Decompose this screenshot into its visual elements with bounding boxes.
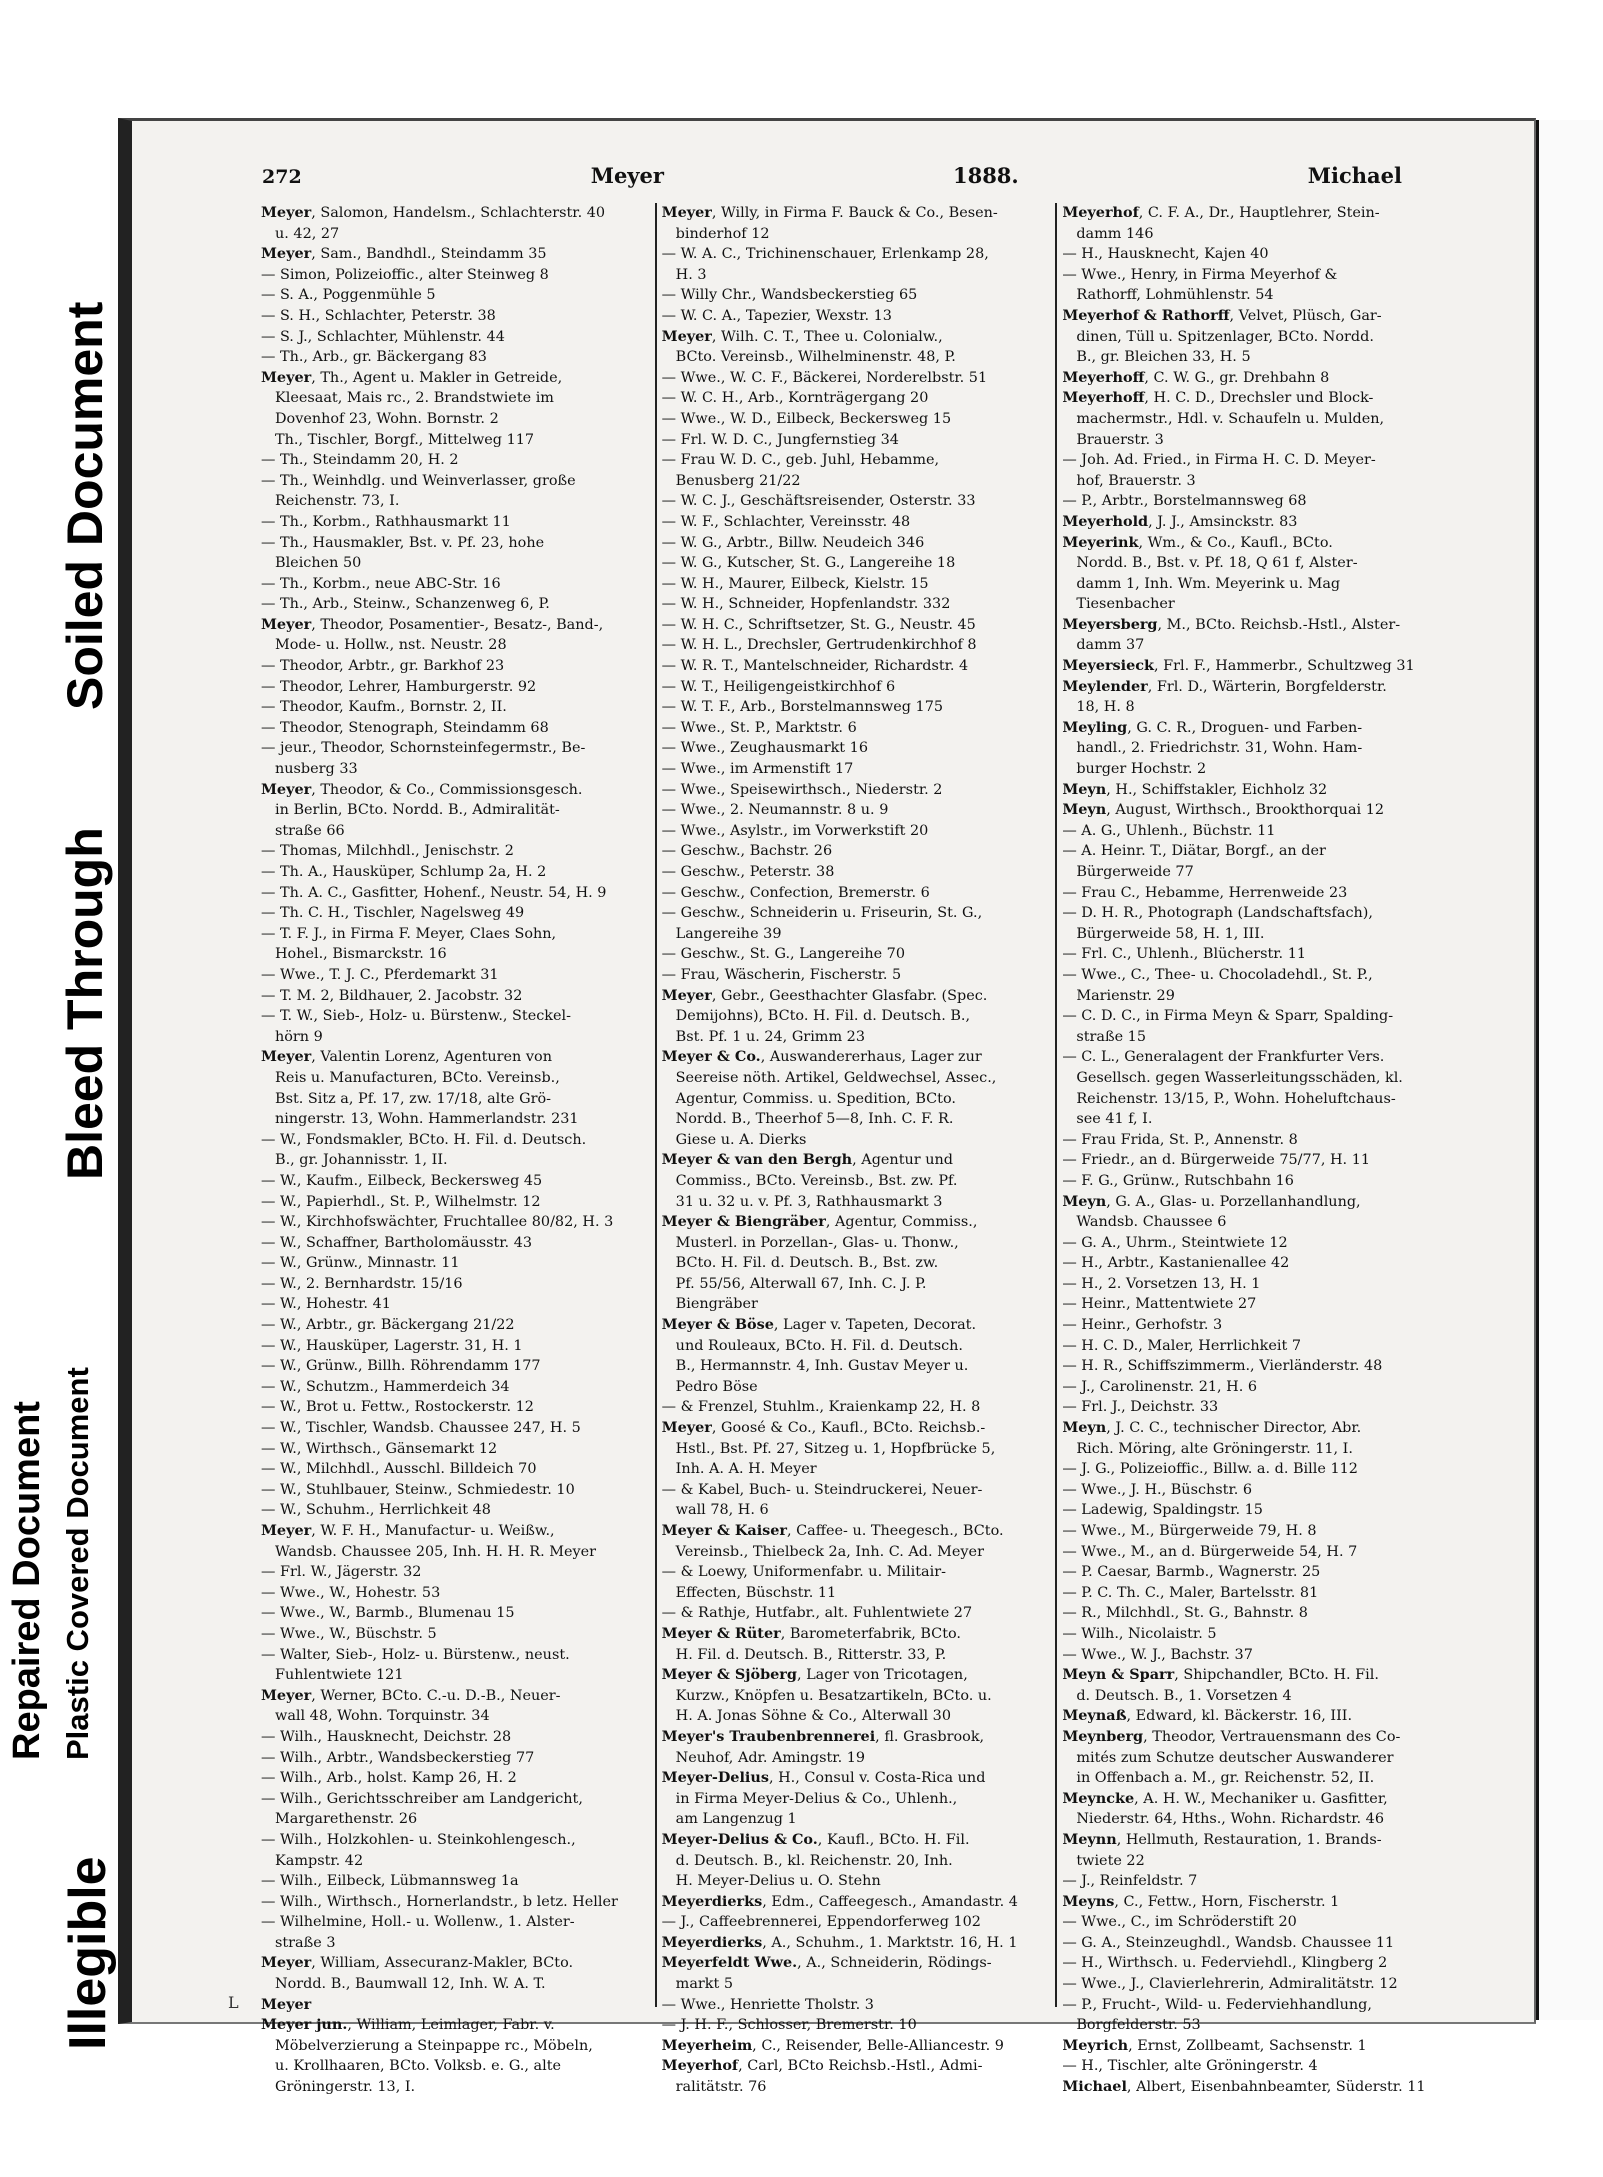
directory-line: — W. T. F., Arb., Borstelmannsweg 175 [661,699,944,716]
directory-line: — Wwe., Henriette Tholstr. 3 [661,1996,874,2013]
directory-line: — Wwe., W., Büschstr. 5 [261,1625,437,1642]
directory-line: — Wwe., W. C. F., Bäckerei, Norderelbstr. 51 [661,369,988,386]
directory-line: Meyer-Delius, H., Consul v. Costa-Rica und [661,1769,986,1787]
directory-line: Hohel., Bismarckstr. 16 [275,946,447,963]
directory-line: Bleichen 50 [275,555,362,572]
directory-line: BCto. H. Fil. d. Deutsch. B., Bst. zw. [675,1255,939,1272]
directory-line: Meyling, G. C. R., Droguen- und Farben- [1062,718,1363,736]
scan-condition-labels [0,0,117,2177]
directory-line: nusberg 33 [275,761,358,778]
directory-line: damm 37 [1076,637,1145,654]
directory-line: — H., Wirthsch. u. Federviehdl., Klingberg 2 [1062,1955,1388,1972]
directory-line: Meyer, Sam., Bandhdl., Steindamm 35 [261,245,547,263]
directory-line: Vereinsb., Thielbeck 2a, Inh. C. Ad. Meyer [675,1543,984,1560]
directory-line: — W., Brot u. Fettw., Rostockerstr. 12 [261,1399,534,1416]
directory-line: Reis u. Manufacturen, BCto. Vereinsb., [275,1069,560,1086]
directory-line: Pf. 55/56, Alterwall 67, Inh. C. J. P. [675,1275,927,1292]
directory-line: 18, H. 8 [1076,699,1135,716]
directory-line: — Wilh., Nicolaistr. 5 [1062,1625,1217,1642]
directory-line: in Offenbach a. M., gr. Reichenstr. 52, II. [1076,1770,1375,1787]
directory-line: — W., Kaufm., Eilbeck, Beckersweg 45 [261,1172,543,1189]
directory-line: Meyer, Salomon, Handelsm., Schlachterstr. 40 [261,204,606,221]
directory-line: — Wwe., C., Thee- u. Chocoladehdl., St. P., [1062,966,1373,983]
directory-line: — W. C. A., Tapezier, Wexstr. 13 [661,307,892,324]
directory-line: Gesellsch. gegen Wasserleitungsschäden, kl. [1076,1069,1403,1086]
directory-line: Borgfelderstr. 53 [1076,2017,1201,2034]
directory-line: Wandsb. Chaussee 205, Inh. H. H. R. Meyer [275,1543,596,1560]
directory-line: — Wwe., J. H., Büschstr. 6 [1062,1481,1253,1498]
directory-line: — Wwe., T. J. C., Pferdemarkt 31 [261,966,499,983]
directory-line: — G. A., Uhrm., Steintwiete 12 [1062,1234,1288,1251]
directory-line: — P., Arbtr., Borstelmannsweg 68 [1062,493,1307,510]
directory-line: u. Krollhaaren, BCto. Volksb. e. G., alte [275,2058,562,2075]
label-bleed-through: Bleed Through [57,827,113,1180]
directory-line: — Th., Weinhdlg. und Weinverlasser, große [261,472,576,489]
directory-line: markt 5 [675,1976,734,1993]
directory-line: Meylender, Frl. D., Wärterin, Borgfelderstr. [1062,677,1387,695]
directory-line: Pedro Böse [675,1378,758,1395]
directory-line: — Wwe., W. D., Eilbeck, Beckersweg 15 [661,410,952,427]
directory-line: Meyerhold, J. J., Amsinckstr. 83 [1062,512,1298,530]
directory-line: Meyer, Valentin Lorenz, Agenturen von [261,1048,552,1066]
directory-line: — W., 2. Bernhardstr. 15/16 [261,1275,463,1292]
directory-line: — W., Schuhm., Herrlichkeit 48 [261,1502,491,1519]
directory-line: — H., Arbtr., Kastanienallee 42 [1062,1255,1290,1272]
directory-line: Möbelverzierung a Steinpappe rc., Möbeln, [275,2037,593,2054]
directory-line: — Geschw., Confection, Bremerstr. 6 [661,884,930,901]
directory-line: Meyer, Wilh. C. T., Thee u. Colonialw., [661,327,943,345]
directory-line: in Firma Meyer-Delius & Co., Uhlenh., [675,1790,958,1807]
directory-line: — Frau W. D. C., geb. Juhl, Hebamme, [661,452,940,469]
directory-line: Brauerstr. 3 [1076,431,1164,448]
directory-line: — W. G., Kutscher, St. G., Langereihe 18 [661,555,956,572]
directory-line: Dovenhof 23, Wohn. Bornstr. 2 [275,410,499,427]
directory-line: Benusberg 21/22 [675,472,801,489]
directory-line: wall 78, H. 6 [675,1502,769,1519]
directory-line: — W., Grünw., Minnastr. 11 [261,1255,460,1272]
directory-line: — Ladewig, Spaldingstr. 15 [1062,1502,1263,1519]
directory-line: — Geschw., Bachstr. 26 [661,843,833,860]
directory-line: dinen, Tüll u. Spitzenlager, BCto. Nordd. [1076,328,1374,345]
directory-line: — W. T., Heiligengeistkirchhof 6 [661,678,896,695]
label-plastic-covered-document: Plastic Covered Document [60,1367,95,1760]
directory-line: — Th., Arb., Steinw., Schanzenweg 6, P. [261,596,550,613]
directory-line: — Wwe., W., Hohestr. 53 [261,1584,441,1601]
directory-line: ningerstr. 13, Wohn. Hammerlandstr. 231 [275,1111,579,1128]
directory-line: — Wwe., im Armenstift 17 [661,761,854,778]
directory-line: d. Deutsch. B., 1. Vorsetzen 4 [1076,1687,1292,1704]
directory-line: — P. C. Th. C., Maler, Bartelsstr. 81 [1062,1584,1319,1601]
directory-line: ralitätstr. 76 [675,2079,767,2096]
directory-line: mités zum Schutze deutscher Auswanderer [1076,1749,1394,1766]
directory-line: Meyer, Theodor, Posamentier-, Besatz-, Band-, [261,615,604,633]
directory-line: hof, Brauerstr. 3 [1076,472,1196,489]
directory-line: — H., Tischler, alte Gröningerstr. 4 [1062,2058,1318,2075]
directory-line: — W., Wirthsch., Gänsemarkt 12 [261,1440,498,1457]
directory-line: — Thomas, Milchhdl., Jenischstr. 2 [261,843,514,860]
label-illegible: Illegible [59,1856,117,2050]
directory-line: Meyer & Sjöberg, Lager von Tricotagen, [661,1666,968,1684]
directory-line: Meyncke, A. H. W., Mechaniker u. Gasfitter, [1062,1789,1388,1807]
directory-line: hörn 9 [275,1028,323,1045]
directory-line: — H. R., Schiffszimmerm., Vierländerstr. 48 [1062,1358,1383,1375]
directory-line: — W., Stuhlbauer, Steinw., Schmiedestr. 10 [261,1481,575,1498]
directory-line: Biengräber [675,1296,758,1313]
directory-line: Meyerhof, Carl, BCto Reichsb.-Hstl., Admi- [661,2057,983,2075]
directory-line: — W., Schutzm., Hammerdeich 34 [261,1378,510,1395]
directory-line: Meyerhoff, C. W. G., gr. Drehbahn 8 [1062,368,1330,386]
directory-line: Meyn, G. A., Glas- u. Porzellanhandlung, [1062,1192,1361,1210]
directory-line: — W., Fondsmakler, BCto. H. Fil. d. Deutsch. [261,1131,587,1148]
directory-line: handl., 2. Friedrichstr. 31, Wohn. Ham- [1076,740,1363,757]
directory-line: — Wwe., 2. Neumannstr. 8 u. 9 [661,802,889,819]
directory-line: — Wilh., Eilbeck, Lübmannsweg 1a [261,1873,519,1890]
directory-line: — H., Hausknecht, Kajen 40 [1062,246,1269,263]
directory-line: — Th. A., Hausküper, Schlump 2a, H. 2 [261,864,547,880]
directory-line: straße 15 [1076,1028,1146,1045]
directory-line: Meyerink, Wm., & Co., Kaufl., BCto. [1062,533,1333,551]
directory-line: — Theodor, Kaufm., Bornstr. 2, II. [261,699,507,716]
directory-line: — Th., Steindamm 20, H. 2 [261,452,459,469]
directory-line: Meyer & Biengräber, Agentur, Commiss., [661,1213,978,1231]
directory-line: — jeur., Theodor, Schornsteinfegermstr., Be- [261,740,586,757]
directory-line: Meyer & Rüter, Barometerfabrik, BCto. [661,1624,961,1642]
directory-line: Reichenstr. 73, I. [275,493,400,510]
header-year: 1888. [952,163,1019,188]
directory-line: — Wilh., Holzkohlen- u. Steinkohlengesch., [261,1831,576,1848]
directory-line: — Wwe., J., Clavierlehrerin, Admiralitätstr. 12 [1062,1976,1398,1993]
directory-line: — Wwe., St. P., Marktstr. 6 [661,719,857,736]
directory-line: — Wwe., Henry, in Firma Meyerhof & [1062,266,1338,283]
directory-line: — S. H., Schlachter, Peterstr. 38 [261,307,496,324]
directory-line: twiete 22 [1076,1852,1145,1869]
directory-line: Bürgerweide 58, H. 1, III. [1076,925,1265,942]
directory-line: see 41 f, I. [1076,1111,1153,1128]
directory-line: — W. H. C., Schriftsetzer, St. G., Neustr. 45 [661,616,976,633]
directory-line: und Rouleaux, BCto. H. Fil. d. Deutsch. [675,1337,963,1354]
directory-line: Nordd. B., Bst. v. Pf. 18, Q 61 f, Alster- [1076,555,1358,572]
directory-line: am Langenzug 1 [675,1811,797,1828]
directory-line: B., gr. Johannisstr. 1, II. [275,1152,448,1169]
directory-line: — Frl. W. D. C., Jungfernstieg 34 [661,431,899,448]
directory-line: Rich. Möring, alte Gröningerstr. 11, I. [1076,1440,1353,1457]
directory-line: — S. A., Poggenmühle 5 [261,287,436,304]
directory-line: Meyer, W. F. H., Manufactur- u. Weißw., [261,1522,555,1539]
directory-line: — Walter, Sieb-, Holz- u. Bürstenw., neust. [261,1646,570,1663]
directory-line: 31 u. 32 u. v. Pf. 3, Rathhausmarkt 3 [675,1193,943,1210]
directory-line: wall 48, Wohn. Torquinstr. 34 [275,1708,490,1725]
directory-line: — S. J., Schlachter, Mühlenstr. 44 [261,328,505,345]
column-2 [655,203,1056,2096]
directory-line: — Wilh., Wirthsch., Hornerlandstr., b letz. Heller [261,1893,618,1910]
directory-line: Giese u. A. Dierks [675,1131,807,1148]
directory-line: Wandsb. Chaussee 6 [1076,1214,1227,1231]
directory-line: Fuhlentwiete 121 [275,1667,404,1684]
directory-line: — Heinr., Mattentwiete 27 [1062,1296,1257,1313]
column-1 [256,203,655,2096]
directory-line: — Th., Korbm., neue ABC-Str. 16 [261,575,501,592]
directory-line: — P. Caesar, Barmb., Wagnerstr. 25 [1062,1564,1321,1581]
directory-line: Meyn, August, Wirthsch., Brookthorquai 12 [1062,801,1385,819]
directory-line: — W., Kirchhofswächter, Fruchtallee 80/82, H. 3 [261,1214,614,1231]
directory-line: — Geschw., St. G., Langereihe 70 [661,946,905,963]
directory-line: straße 66 [275,822,345,839]
directory-line: — Willy Chr., Wandsbeckerstieg 65 [661,287,918,304]
directory-line: — P., Frucht-, Wild- u. Federviehhandlung, [1062,1996,1372,2013]
directory-line: — C. D. C., in Firma Meyn & Sparr, Spalding- [1062,1008,1394,1025]
directory-line: — H. C. D., Maler, Herrlichkeit 7 [1062,1337,1301,1354]
directory-line: B., gr. Bleichen 33, H. 5 [1076,349,1251,366]
directory-line: — R., Milchhdl., St. G., Bahnstr. 8 [1062,1605,1308,1622]
directory-line: Inh. A. A. H. Meyer [675,1461,817,1478]
directory-line: machermstr., Hdl. v. Schaufeln u. Mulden, [1076,410,1385,427]
directory-line: — Wilh., Arb., holst. Kamp 26, H. 2 [261,1770,517,1787]
directory-line: — W., Schaffner, Bartholomäusstr. 43 [261,1234,533,1251]
directory-line: — J. H. F., Schlosser, Bremerstr. 10 [661,2017,917,2034]
directory-line: — W. H., Maurer, Eilbeck, Kielstr. 15 [661,575,929,592]
directory-line: — Frl. J., Deichstr. 33 [1062,1399,1219,1416]
directory-line: — A. Heinr. T., Diätar, Borgf., an der [1062,843,1326,860]
directory-line: Meyerhof & Rathorff, Velvet, Plüsch, Gar- [1062,306,1382,324]
directory-line: Meyerdierks, Edm., Caffeegesch., Amandastr. 4 [661,1892,1018,1910]
directory-line: Th., Tischler, Borgf., Mittelweg 117 [275,431,535,448]
directory-line: — Geschw., Peterstr. 38 [661,864,835,880]
directory-line: — T. M. 2, Bildhauer, 2. Jacobstr. 32 [261,987,523,1004]
directory-line: Langereihe 39 [675,925,782,942]
directory-line: — W., Milchhdl., Ausschl. Billdeich 70 [261,1461,537,1478]
directory-line: Demijohns), BCto. H. Fil. d. Deutsch. B., [675,1008,971,1025]
directory-line: burger Hochstr. 2 [1076,761,1207,778]
directory-line: — W. C. H., Arb., Kornträgergang 20 [661,390,929,407]
directory-line: — Wilh., Arbtr., Wandsbeckerstieg 77 [261,1749,535,1766]
directory-line: Marienstr. 29 [1076,987,1175,1004]
directory-line: — W. C. J., Geschäftsreisender, Osterstr. 33 [661,493,976,510]
directory-line: — & Frenzel, Stuhlm., Kraienkamp 22, H. 8 [661,1399,981,1416]
directory-line: — W. H. L., Drechsler, Gertrudenkirchhof 8 [661,637,977,654]
directory-line: — Simon, Polizeioffic., alter Steinweg 8 [261,266,549,283]
directory-line: — D. H. R., Photograph (Landschaftsfach), [1062,905,1373,922]
directory-line: — C. L., Generalagent der Frankfurter Vers. [1062,1049,1385,1066]
directory-line: H. A. Jonas Söhne & Co., Alterwall 30 [675,1708,951,1725]
adjacent-page-edge [1536,120,1603,2020]
directory-line: Meyer, Th., Agent u. Makler in Getreide, [261,368,563,386]
directory-line: Bst. Pf. 1 u. 24, Grimm 23 [675,1028,865,1045]
directory-line: Neuhof, Adr. Amingstr. 19 [675,1749,866,1766]
page-header [262,163,1402,195]
directory-line: Meyer, Willy, in Firma F. Bauck & Co., Besen- [661,204,998,221]
directory-line: d. Deutsch. B., kl. Reichenstr. 20, Inh. [675,1852,953,1869]
directory-line: — Friedr., an d. Bürgerweide 75/77, H. 11 [1062,1152,1371,1169]
directory-line: — J., Reinfeldstr. 7 [1062,1873,1198,1890]
directory-line: — H., 2. Vorsetzen 13, H. 1 [1062,1275,1261,1292]
directory-line: Meyn, H., Schiffstakler, Eichholz 32 [1062,780,1328,798]
directory-line: Seereise nöth. Artikel, Geldwechsel, Assec., [675,1069,997,1086]
directory-line: — W. H., Schneider, Hopfenlandstr. 332 [661,596,951,613]
directory-line: Meyer & Co., Auswandererhaus, Lager zur [661,1048,982,1066]
directory-line: — Theodor, Arbtr., gr. Barkhof 23 [261,658,505,675]
directory-line: H. Fil. d. Deutsch. B., Ritterstr. 33, P. [675,1646,947,1663]
directory-line: damm 146 [1076,225,1154,242]
directory-line: — Theodor, Stenograph, Steindamm 68 [261,719,549,736]
bottom-mark: L [228,1993,239,2012]
directory-line: Meyer & Kaiser, Caffee- u. Theegesch., BCto. [661,1522,1004,1539]
directory-line: Meyersberg, M., BCto. Reichsb.-Hstl., Alster- [1062,615,1401,633]
page-number: 272 [262,166,302,188]
directory-line: — Heinr., Gerhofstr. 3 [1062,1317,1223,1334]
directory-line: Nordd. B., Theerhof 5—8, Inh. C. F. R. [675,1111,954,1128]
directory-line: Meynaß, Edward, kl. Bäckerstr. 16, III. [1062,1707,1353,1725]
directory-line: — J., Caffeebrennerei, Eppendorferweg 102 [661,1914,981,1931]
directory-line: — Frau C., Hebamme, Herrenweide 23 [1062,884,1348,901]
directory-line: — Th., Arb., gr. Bäckergang 83 [261,349,487,366]
directory-line: — Wwe., W. J., Bachstr. 37 [1062,1646,1253,1663]
directory-line: Rathorff, Lohmühlenstr. 54 [1076,287,1274,304]
directory-line: — Wwe., M., Bürgerweide 79, H. 8 [1062,1523,1317,1539]
directory-line: Meyn & Sparr, Shipchandler, BCto. H. Fil. [1062,1666,1379,1684]
directory-line: — W. G., Arbtr., Billw. Neudeich 346 [661,534,925,551]
directory-line: Meyer, Werner, BCto. C.-u. D.-B., Neuer- [261,1686,561,1704]
directory-line: Gröningerstr. 13, I. [275,2079,416,2096]
directory-line: — W. F., Schlachter, Vereinsstr. 48 [661,513,911,530]
directory-line: Meyer & van den Bergh, Agentur und [661,1151,953,1169]
directory-line: Bürgerweide 77 [1076,864,1194,880]
directory-line: BCto. Vereinsb., Wilhelminenstr. 48, P. [675,349,956,366]
directory-line: — Wwe., Zeughausmarkt 16 [661,740,868,757]
directory-line: — Wwe., C., im Schröderstift 20 [1062,1914,1297,1931]
directory-line: — W., Arbtr., gr. Bäckergang 21/22 [261,1317,515,1334]
directory-line: H. 3 [675,266,707,283]
directory-line: — W., Papierhdl., St. P., Wilhelmstr. 12 [261,1193,541,1210]
directory-line: straße 3 [275,1934,336,1951]
directory-line: — Wwe., Speisewirthsch., Niederstr. 2 [661,781,943,798]
directory-line: — Wwe., W., Barmb., Blumenau 15 [261,1605,515,1622]
directory-line: Meyer, Gebr., Geesthachter Glasfabr. (Spec. [661,986,988,1004]
directory-line: Kampstr. 42 [275,1852,364,1869]
directory-line: Bst. Sitz a, Pf. 17, zw. 17/18, alte Grö- [275,1090,552,1107]
directory-line: — Th. C. H., Tischler, Nagelsweg 49 [261,905,525,922]
directory-line: Mode- u. Hollw., nst. Neustr. 28 [275,637,507,654]
directory-line: — & Rathje, Hutfabr., alt. Fuhlentwiete 27 [661,1605,973,1622]
directory-columns [256,203,1456,2096]
directory-line: Meyrich, Ernst, Zollbeamt, Sachsenstr. 1 [1062,2036,1367,2054]
directory-line: Musterl. in Porzellan-, Glas- u. Thonw., [675,1234,959,1251]
directory-line: Effecten, Büschstr. 11 [675,1584,837,1601]
directory-line: — Wilh., Gerichtsschreiber am Landgericht, [261,1790,583,1807]
directory-line: B., Hermannstr. 4, Inh. Gustav Meyer u. [675,1358,969,1375]
directory-line: in Berlin, BCto. Nordd. B., Admiralität- [275,802,560,819]
directory-line: Hstl., Bst. Pf. 27, Sitzeg u. 1, Hopfbrücke 5, [675,1440,996,1457]
directory-line: — Th. A. C., Gasfitter, Hohenf., Neustr. 54, H. 9 [261,884,607,901]
directory-line: — Geschw., Schneiderin u. Friseurin, St. G., [661,905,983,922]
directory-line: Kurzw., Knöpfen u. Besatzartikeln, BCto. u. [675,1687,992,1704]
directory-line: — W., Hausküper, Lagerstr. 31, H. 1 [261,1337,523,1354]
directory-line: Meyer, William, Assecuranz-Makler, BCto. [261,1954,574,1972]
directory-line: Meyerfeldt Wwe., A., Schneiderin, Rödings- [661,1954,992,1972]
directory-line: — W., Tischler, Wandsb. Chaussee 247, H. 5 [261,1420,581,1437]
directory-line: — T. W., Sieb-, Holz- u. Bürstenw., Steckel- [261,1008,571,1025]
directory-line: Meyer & Böse, Lager v. Tapeten, Decorat. [661,1316,977,1334]
directory-line: — W., Grünw., Billh. Röhrendamm 177 [261,1358,541,1375]
directory-line: — W., Hohestr. 41 [261,1296,391,1313]
directory-line: — Wilh., Hausknecht, Deichstr. 28 [261,1728,512,1745]
directory-line: — W. A. C., Trichinenschauer, Erlenkamp 28, [661,246,989,263]
directory-line: — Frau Frida, St. P., Annenstr. 8 [1062,1131,1298,1148]
directory-line: — T. F. J., in Firma F. Meyer, Claes Sohn, [261,925,557,942]
directory-line: Nordd. B., Baumwall 12, Inh. W. A. T. [275,1976,546,1993]
directory-line: Meyerhoff, H. C. D., Drechsler und Block- [1062,389,1374,407]
directory-line: — Wwe., Asylstr., im Vorwerkstift 20 [661,822,929,839]
directory-line: Tiesenbacher [1076,596,1175,613]
directory-line: Meyer-Delius & Co., Kaufl., BCto. H. Fil. [661,1830,970,1848]
directory-line: Meyerdierks, A., Schuhm., 1. Marktstr. 16, H. 1 [661,1933,1018,1951]
header-right-keyword: Michael [1307,163,1402,188]
directory-line: — Theodor, Lehrer, Hamburgerstr. 92 [261,678,537,695]
column-3 [1055,203,1456,2096]
directory-line: Meyer [261,1995,312,2013]
directory-line: Meynberg, Theodor, Vertrauensmann des Co- [1062,1727,1401,1745]
directory-line: — Th., Hausmakler, Bst. v. Pf. 23, hohe [261,534,545,551]
directory-line: Reichenstr. 13/15, P., Wohn. Hoheluftchaus- [1076,1090,1396,1107]
directory-line: Meyer's Traubenbrennerei, fl. Grasbrook, [661,1727,985,1745]
directory-line: — G. A., Steinzeughdl., Wandsb. Chaussee 11 [1062,1934,1395,1951]
directory-line: — Wilhelmine, Holl.- u. Wollenw., 1. Alster- [261,1914,575,1931]
directory-line: — & Kabel, Buch- u. Steindruckerei, Neuer- [661,1481,983,1498]
directory-line: binderhof 12 [675,225,770,242]
directory-line: Kleesaat, Mais rc., 2. Brandstwiete im [275,390,554,407]
label-soiled-document: Soiled Document [57,301,113,710]
directory-page [118,118,1536,2096]
directory-line: — A. G., Uhlenh., Büchstr. 11 [1062,822,1276,839]
directory-line: — J., Carolinenstr. 21, H. 6 [1062,1378,1258,1395]
directory-line: — & Loewy, Uniformenfabr. u. Militair- [661,1564,946,1581]
directory-line: Meyn, J. C. C., technischer Director, Abr. [1062,1419,1362,1437]
directory-line: — Joh. Ad. Fried., in Firma H. C. D. Meyer- [1062,452,1376,469]
directory-line: Meyerheim, C., Reisender, Belle-Alliancestr. 9 [661,2036,1004,2054]
directory-line: — Th., Korbm., Rathhausmarkt 11 [261,513,511,530]
directory-line: u. 42, 27 [275,225,340,242]
directory-line: — F. G., Grünw., Rutschbahn 16 [1062,1172,1294,1189]
directory-line: damm 1, Inh. Wm. Meyerink u. Mag [1076,575,1341,592]
directory-line: Meyer, Theodor, & Co., Commissionsgesch. [261,780,583,798]
directory-line: Meyns, C., Fettw., Horn, Fischerstr. 1 [1062,1892,1340,1910]
header-left-keyword: Meyer [590,163,664,188]
directory-line: — Frl. W., Jägerstr. 32 [261,1564,422,1581]
directory-line: Margarethenstr. 26 [275,1811,418,1828]
directory-line: Niederstr. 64, Hths., Wohn. Richardstr. 46 [1076,1811,1384,1828]
directory-line: — Frau, Wäscherin, Fischerstr. 5 [661,966,902,983]
directory-line: Meynn, Hellmuth, Restauration, 1. Brands- [1062,1830,1382,1848]
directory-line: Meyer, Goosé & Co., Kaufl., BCto. Reichsb.- [661,1419,986,1437]
directory-line: H. Meyer-Delius u. O. Stehn [675,1873,881,1890]
directory-line: — J. G., Polizeioffic., Billw. a. d. Bille 112 [1062,1461,1358,1478]
directory-line: Meyerhof, C. F. A., Dr., Hauptlehrer, Stein- [1062,204,1380,221]
directory-line: Meyersieck, Frl. F., Hammerbr., Schultzweg 31 [1062,657,1415,675]
directory-line: Commiss., BCto. Vereinsb., Bst. zw. Pf. [675,1172,958,1189]
label-repaired-document: Repaired Document [6,1401,48,1760]
directory-line: — W. R. T., Mantelschneider, Richardstr. 4 [661,658,969,675]
directory-line: — Wwe., M., an d. Bürgerweide 54, H. 7 [1062,1543,1358,1560]
directory-line: — Frl. C., Uhlenh., Blücherstr. 11 [1062,946,1307,963]
directory-line: Meyer jun., William, Leimlager, Fabr. v. [261,2016,555,2034]
directory-line: Michael, Albert, Eisenbahnbeamter, Süderstr. 11 [1062,2078,1426,2096]
directory-line: Agentur, Commiss. u. Spedition, BCto. [675,1090,956,1107]
